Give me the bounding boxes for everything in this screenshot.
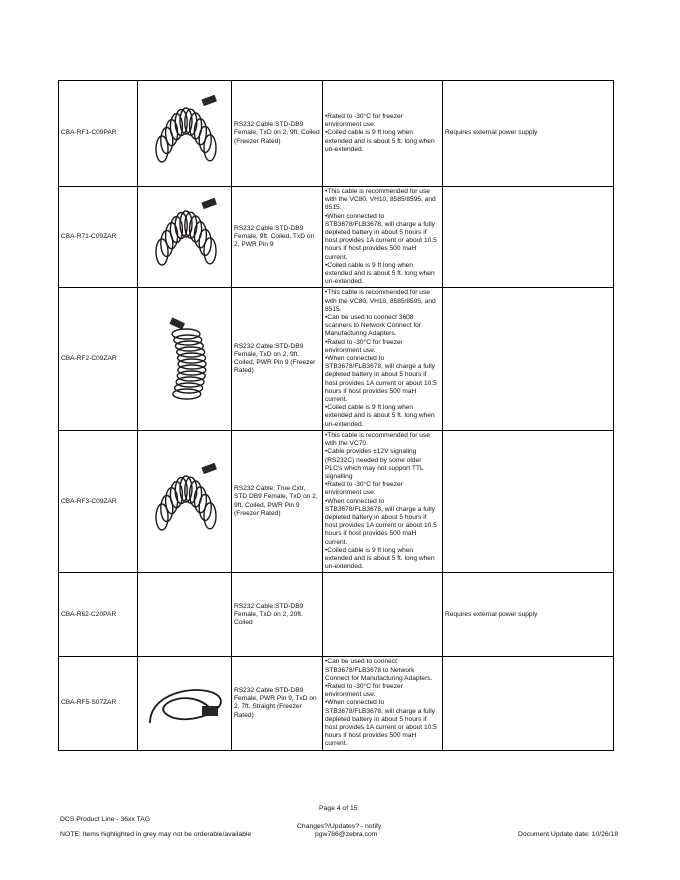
grey-items-note: NOTE: Items highlighted in grey may not be orderable/available xyxy=(60,831,252,838)
note-bullet: •Coiled cable is 9 ft long when extended and is about 5 ft. long when un-extended. xyxy=(325,261,435,286)
part-number-cell: CBA-RF2-C09ZAR xyxy=(59,288,138,430)
note-bullet: •Can be used to connect STB3678/FLB3678 to Network Connect for Manufacturing Adapters. xyxy=(325,658,433,682)
table-row xyxy=(59,187,614,288)
coiled-cable-icon xyxy=(140,192,232,282)
notes-cell xyxy=(323,187,443,288)
product-image-cell xyxy=(138,573,232,657)
requirements-cell xyxy=(443,187,614,288)
note-bullet: •Coiled cable is 9 ft long when extended and is about 5 ft. long when un-extended. xyxy=(325,404,435,428)
product-line: DCS Product Line - 36xx TAG xyxy=(60,816,151,823)
description-cell: RS232 Cable:STD-DB9 Female, TxD on 2, 9ft. Coiled (Freezer Rated) xyxy=(232,81,323,187)
note-bullet: •This cable is recommended for use with the VC80, VH10, 8585/8595, and 8515. xyxy=(325,188,436,212)
description-cell: RS232 Cable: True Cxtr, STD DB9 Female, TxD on 2, 9ft. Coiled, PWR Pin 9 (Freezer Rated) xyxy=(232,430,323,572)
document-update-date: Document Update date: 10/26/18 xyxy=(518,831,619,838)
coiled-cable-icon xyxy=(140,314,232,404)
requirements-cell xyxy=(443,657,614,750)
description-cell: RS232 Cable:STD-DB9 Female, 9ft. Coiled, TxD on 2, PWR Pin 9 xyxy=(232,187,323,288)
part-number-cell: CBA-R62-C20PAR xyxy=(59,573,138,657)
product-image-cell xyxy=(138,187,232,288)
parts-table xyxy=(58,80,614,751)
requirements-cell: Requires external power supply xyxy=(443,81,614,187)
note-bullet: •Rated to -30°C for freezer environment use. xyxy=(325,682,403,699)
note-bullet: •Can be used to connect 3608 scanners to Network Connect for Manufacturing Adapters. xyxy=(325,314,422,338)
notes-cell xyxy=(323,573,443,657)
requirements-cell xyxy=(443,288,614,430)
straight-cable-icon xyxy=(140,668,232,738)
table-row xyxy=(59,657,614,750)
part-number-cell: CBA-RF5-S07ZAR xyxy=(59,657,138,750)
coiled-cable-icon xyxy=(140,457,232,547)
table-row xyxy=(59,430,614,572)
notes-cell xyxy=(323,81,443,187)
table-row xyxy=(59,573,614,657)
page-number: Page 4 of 15 xyxy=(319,805,358,812)
note-bullet: •Rated to -30°C for freezer environment use. xyxy=(325,338,403,354)
description-cell: RS232 Cable:STD-DB9 Female, PWR Pin 9, TxD on 2, 7ft. Straight (Freezer Rated) xyxy=(232,657,323,750)
note-bullet: •When connected to STB3678/FLB3678, will charge a fully depleted battery in about 5 hours if host provides 1A current or about 10.5 hours if host provides 500 maH current. xyxy=(325,355,437,404)
contact-email[interactable]: pgw786@zebra.com xyxy=(315,831,378,838)
part-number-cell: CBA-R71-C09ZAR xyxy=(59,187,138,288)
table-row xyxy=(59,288,614,430)
product-image-cell xyxy=(138,430,232,572)
requirements-cell xyxy=(443,430,614,572)
note-bullet: •This cable is recommended for use with the VC80, VH10, 8585/8595, and 8515. xyxy=(325,289,436,313)
description-cell: RS232 Cable:STD-DB9 Female, TxD on 2, 9ft. Coiled, PWR Pin 9 (Freezer Rated) xyxy=(232,288,323,430)
note-bullet: •When connected to STB3678/FLB3678, will charge a fully depleted battery in about 5 hours if host provides 1A current or about 10.5 hours if host provides 500 maH current. xyxy=(325,699,437,748)
product-image-cell xyxy=(138,657,232,750)
note-bullet: •Coiled cable is 9 ft long when extended and is about 5 ft. long when un-extended. xyxy=(325,546,435,571)
product-image-cell xyxy=(138,288,232,430)
notes-cell xyxy=(323,430,443,572)
note-bullet: •Coiled cable is 9 ft long when extended and is about 5 ft. long when un-extended. xyxy=(325,129,435,153)
notes-cell xyxy=(323,288,443,430)
note-bullet: •Rated to -30°C for freezer environment use. xyxy=(325,112,403,129)
notes-cell xyxy=(323,657,443,750)
requirements-cell: Requires external power supply xyxy=(443,573,614,657)
note-bullet: •Rated to -30°C for freezer environment use. xyxy=(325,481,403,497)
note-bullet: •This cable is recommended for use with the VC70. xyxy=(325,431,430,448)
note-bullet: •When connected to STB3678/FLB3678, will charge a fully depleted battery in about 5 hours if host provides 1A current or about 10.5 hours if host provides 500 maH current. xyxy=(325,497,437,546)
coiled-cable-icon xyxy=(140,89,232,179)
table-row xyxy=(59,81,614,187)
description-cell: RS232 Cable:STD-DB9 Female, TxD on 2, 20ft. Coiled xyxy=(232,573,323,657)
note-bullet: •When connected to STB3678/FLB3678, will charge a fully depleted battery in about 5 hours if host provides 1A current or about 10.5 hours if host provides 500 maH current. xyxy=(325,212,437,261)
changes-notice: Changes?/Updates? - notify xyxy=(297,823,382,830)
part-number-cell: CBA-RF1-C09PAR xyxy=(59,81,138,187)
note-bullet: •Cable provides ±12V signaling (RS232C) needed by some older PLC's which may not support TTL signalling xyxy=(325,448,424,480)
part-number-cell: CBA-RF3-C09ZAR xyxy=(59,430,138,572)
product-image-cell xyxy=(138,81,232,187)
